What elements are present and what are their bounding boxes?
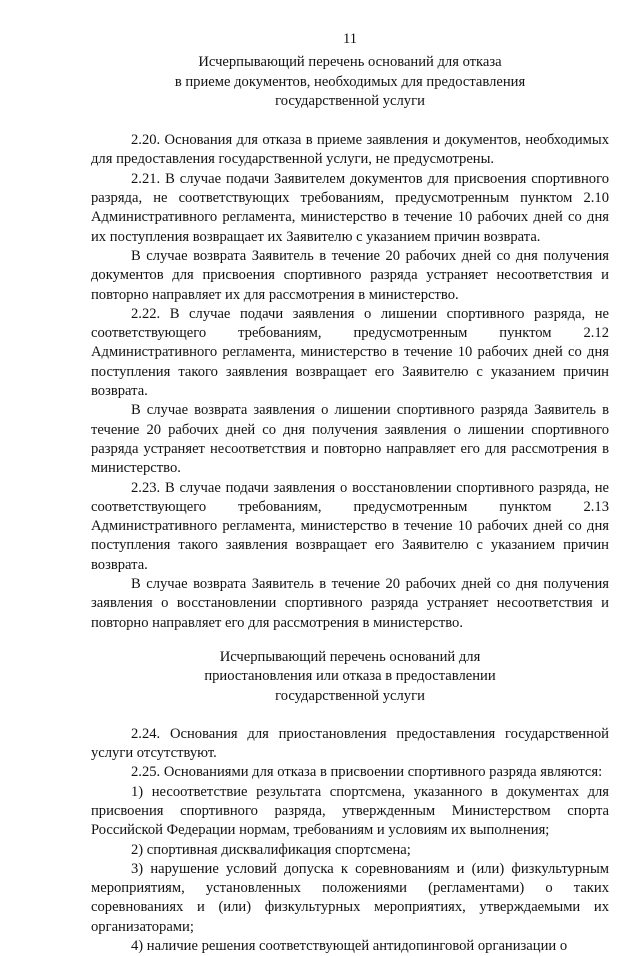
document-page [91,30,609,956]
heading-line: государственной услуги [275,687,425,704]
paragraph-2-24: 2.24. Основания для приостановления предоставления государственной услуги отсутствуют. [91,725,609,762]
heading-line: Исчерпывающий перечень оснований для [219,648,481,665]
list-item-2: 2) спортивная дисквалификация спортсмена; [131,841,411,858]
paragraph-2-23-return: В случае возврата Заявитель в течение 20 рабочих дней со дня получения заявления о восстановлении спортивного разряда устраняет несоответствия и повторно направляет его для рассмотрения в министерство. [91,576,609,631]
heading-line: в приеме документов, необходимых для предоставления [174,73,526,90]
section-heading-suspension-refusal [91,648,609,706]
paragraph-2-22: 2.22. В случае подачи заявления о лишении спортивного разряда, не соответствующего требованиям, предусмотренным пунктом 2.12 Административного регламента, министерство в течение 10 рабочих дней со дня поступления такого заявления возвращает его Заявителю с указанием причин возврата. [91,305,609,400]
heading-line: приостановления или отказа в предоставлении [204,668,496,685]
heading-line: Исчерпывающий перечень оснований для отказа [198,54,502,71]
section-body-suspension-refusal [91,725,609,956]
paragraph-2-22-return: В случае возврата заявления о лишении спортивного разряда Заявитель в течение 20 рабочих дней со дня получения заявления о лишении спортивного разряда устраняет несоответствия и повторно направляет его для рассмотрения в министерство. [91,402,609,477]
list-item-3: 3) нарушение условий допуска к соревнованиям и (или) физкультурным мероприятиям, установленных положениями (регламентами) о таких соревнованиях и (или) физкультурных мероприятиях, утверждаемыми их организаторами; [91,860,609,935]
section-body-refusal-acceptance [91,131,609,633]
list-item-1: 1) несоответствие результата спортсмена, указанного в документах для присвоения спортивного разряда, утвержденным Министерством спорта Российской Федерации нормам, требованиям и условиям их выполнения; [91,783,609,839]
section-heading-refusal-acceptance [91,53,609,111]
heading-line: государственной услуги [275,92,425,109]
paragraph-2-21: 2.21. В случае подачи Заявителем документов для присвоения спортивного разряда, не соответствующих требованиям, предусмотренным пунктом 2.10 Административного регламента, министерство в течение 10 рабочих дней со дня их поступления возвращает их Заявителю с указанием причин возврата. [91,170,609,245]
paragraph-2-25: 2.25. Основаниями для отказа в присвоении спортивного разряда являются: [131,764,603,781]
paragraph-2-23: 2.23. В случае подачи заявления о восстановлении спортивного разряда, не соответствующего требованиям, предусмотренным пунктом 2.13 Административного регламента, министерство в течение 10 рабочих дней со дня поступления такого заявления возвращает его Заявителю с указанием причин возврата. [91,479,609,573]
paragraph-2-21-return: В случае возврата Заявитель в течение 20 рабочих дней со дня получения документов для присвоения спортивного разряда устраняет несоответствия и повторно направляет их для рассмотрения в министерство. [91,247,609,303]
page-number: 11 [342,31,358,47]
list-item-4: 4) наличие решения соответствующей антидопинговой организации о [131,938,568,955]
paragraph-2-20: 2.20. Основания для отказа в приеме заявления и документов, необходимых для предоставления государственной услуги, не предусмотрены. [91,132,609,168]
